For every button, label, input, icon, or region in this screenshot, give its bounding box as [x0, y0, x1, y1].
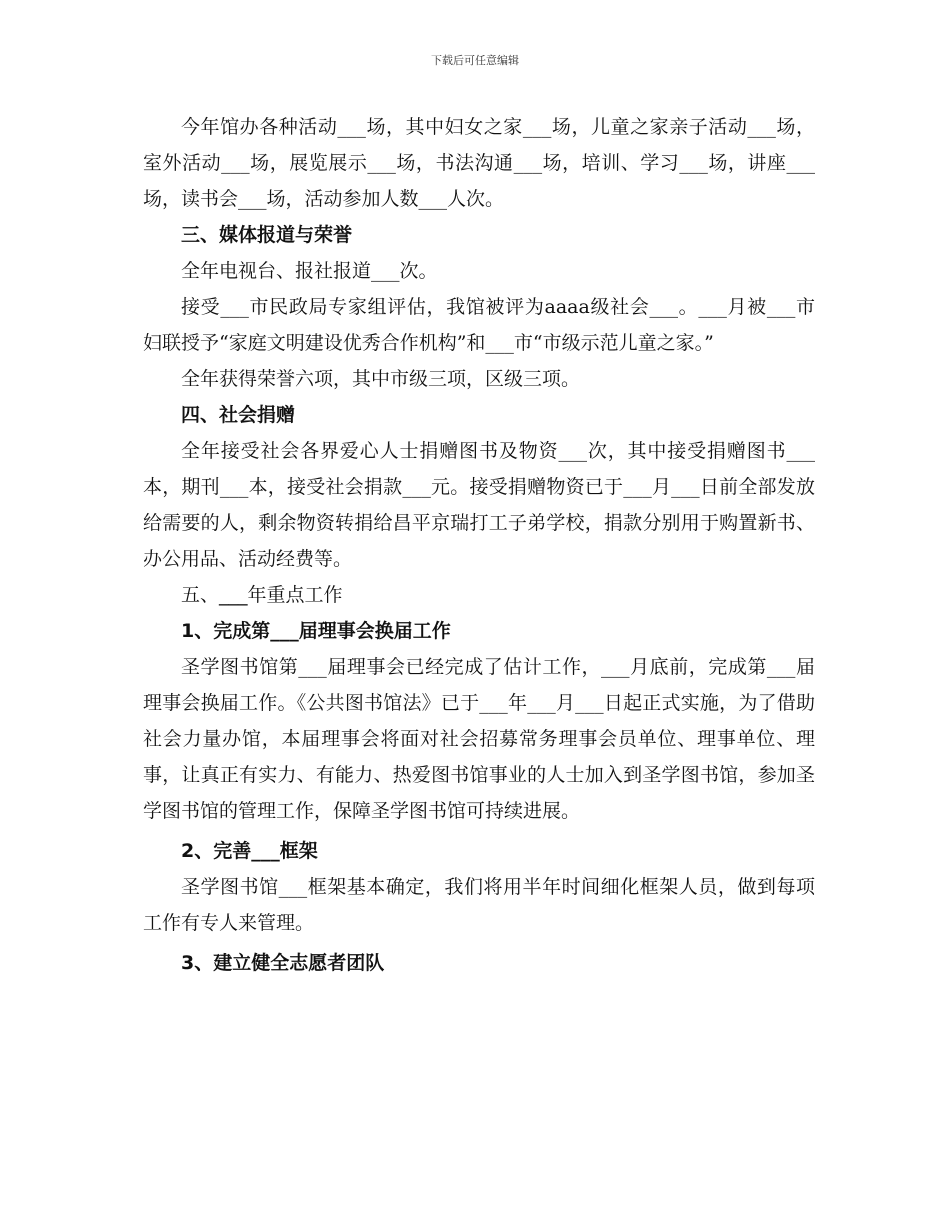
heading-donations: 四、社会捐赠	[181, 404, 296, 426]
paragraph-evaluation: 接受___市民政局专家组评估，我馆被评为aaaa级社会___。___月被___市妇联授予“家庭文明建设优秀合作机构”和___市“市级示范儿童之家。”	[143, 296, 815, 354]
heading-key-work: 五、___年重点工作	[181, 584, 343, 606]
paragraph-council: 圣学图书馆第___届理事会已经完成了估计工作，___月底前，完成第___届理事会换届工作。《公共图书馆法》已于___年___月___日起正式实施，为了借助社会力量办馆，本届理事会将面对社会招募常务理事会员单位、理事单位、理事，让真正有实力、有能力、热爱图书馆事业的人士加入到圣学图书馆，参加圣学图书馆的管理工作，保障圣学图书馆可持续进展。	[143, 656, 815, 822]
heading-media-honors: 三、媒体报道与荣誉	[181, 224, 353, 246]
paragraph-media-reports: 全年电视台、报社报道___次。	[181, 260, 438, 282]
heading-volunteers: 3、建立健全志愿者团队	[181, 952, 385, 974]
page-header: 下载后可任意编辑	[431, 54, 519, 67]
paragraph-donations: 全年接受社会各界爱心人士捐赠图书及物资___次，其中接受捐赠图书___本，期刊___本，接受社会捐款___元。接受捐赠物资已于___月___日前全部发放给需要的人，剩余物资转捐给昌平京瑞打工子弟学校，捐款分别用于购置新书、办公用品、活动经费等。	[143, 440, 815, 570]
document-body	[143, 109, 815, 981]
paragraph-framework: 圣学图书馆___框架基本确定，我们将用半年时间细化框架人员，做到每项工作有专人来管理。	[143, 876, 815, 934]
heading-council-election: 1、完成第___届理事会换届工作	[181, 620, 451, 642]
paragraph-honors: 全年获得荣誉六项，其中市级三项，区级三项。	[181, 368, 581, 390]
heading-framework: 2、完善___框架	[181, 840, 318, 862]
paragraph-activities: 今年馆办各种活动___场，其中妇女之家___场，儿童之家亲子活动___场，室外活动___场，展览展示___场，书法沟通___场，培训、学习___场，讲座___场，读书会___场，活动参加人数___人次。	[143, 116, 815, 210]
